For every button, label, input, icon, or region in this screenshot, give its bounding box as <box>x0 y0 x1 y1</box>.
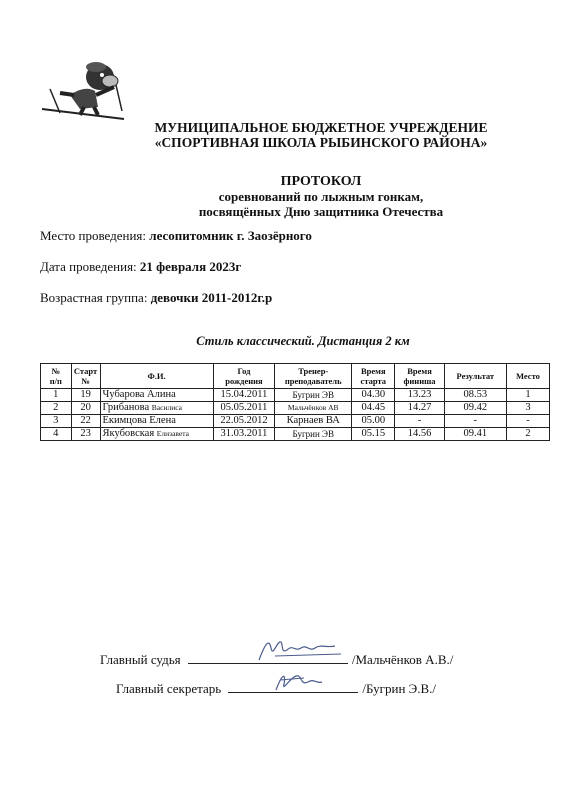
table-header-row <box>41 364 550 389</box>
cell-finish-time: 14.56 <box>395 428 444 441</box>
title-line-3: посвящённых Дню защитника Отечества <box>198 204 444 219</box>
col-finish-time-header: Время финиша <box>395 364 444 389</box>
cell-name: Чубарова Алина <box>100 389 213 402</box>
protocol-heading: ПРОТОКОЛ <box>280 174 362 189</box>
cell-num: 4 <box>41 428 72 441</box>
cell-num: 2 <box>41 402 72 415</box>
table-row <box>41 402 550 415</box>
chief-judge-label: Главный судья <box>100 652 181 667</box>
cell-dob: 31.03.2011 <box>213 428 275 441</box>
col-start-time-header: Время старта <box>352 364 395 389</box>
date-value: 21 февраля 2023г <box>139 259 242 274</box>
col-year-header: Год рождения <box>213 364 275 389</box>
cell-dob: 05.05.2011 <box>213 402 275 415</box>
col-name-header: Ф.И. <box>100 364 213 389</box>
cell-start-time: 05.15 <box>352 428 395 441</box>
col-start-header: Старт № <box>71 364 100 389</box>
skier-logo-icon <box>40 55 130 123</box>
chief-judge-signature-icon <box>255 634 345 666</box>
cell-start: 20 <box>71 402 100 415</box>
date-label: Дата проведения: <box>40 259 140 274</box>
cell-start-time: 05.00 <box>352 415 395 428</box>
venue-label: Место проведения: <box>40 228 150 243</box>
age-group-value: девочки 2011-2012г.р <box>150 290 273 305</box>
cell-dob: 15.04.2011 <box>213 389 275 402</box>
cell-finish-time: - <box>395 415 444 428</box>
cell-coach: Мальчёнков АВ <box>275 402 352 415</box>
cell-coach: Бугрин ЭВ <box>275 389 352 402</box>
chief-secretary-name: /Бугрин Э.В./ <box>362 681 437 696</box>
results-table <box>40 363 550 441</box>
col-result-header: Результат <box>444 364 506 389</box>
cell-place: 1 <box>506 389 549 402</box>
cell-coach: Бугрин ЭВ <box>275 428 352 441</box>
cell-name: Грибанова Василиса <box>100 402 213 415</box>
venue-value: лесопитомник г. Заозёрного <box>149 228 312 243</box>
table-row <box>41 415 550 428</box>
date-field <box>40 259 241 275</box>
table-row <box>41 428 550 441</box>
cell-place: 3 <box>506 402 549 415</box>
cell-dob: 22.05.2012 <box>213 415 275 428</box>
cell-finish-time: 14.27 <box>395 402 444 415</box>
cell-start: 19 <box>71 389 100 402</box>
cell-result: 09.42 <box>444 402 506 415</box>
title-line-2: соревнований по лыжным гонкам, <box>218 189 424 204</box>
cell-name: Якубовская Елизавета <box>100 428 213 441</box>
cell-num: 1 <box>41 389 72 402</box>
age-group-field <box>40 290 272 306</box>
cell-place: 2 <box>506 428 549 441</box>
organization-header <box>0 120 582 150</box>
table-row <box>41 389 550 402</box>
cell-result: 08.53 <box>444 389 506 402</box>
cell-result: - <box>444 415 506 428</box>
age-group-label: Возрастная группа: <box>40 290 151 305</box>
cell-coach: Карнаев ВА <box>275 415 352 428</box>
cell-start-time: 04.30 <box>352 389 395 402</box>
col-place-header: Место <box>506 364 549 389</box>
cell-start-time: 04.45 <box>352 402 395 415</box>
cell-result: 09.41 <box>444 428 506 441</box>
cell-start: 23 <box>71 428 100 441</box>
org-line-2: «СПОРТИВНАЯ ШКОЛА РЫБИНСКОГО РАЙОНА» <box>154 135 488 150</box>
org-line-1: МУНИЦИПАЛЬНОЕ БЮДЖЕТНОЕ УЧРЕЖДЕНИЕ <box>154 120 488 135</box>
chief-secretary-signature-icon <box>270 668 330 696</box>
cell-num: 3 <box>41 415 72 428</box>
chief-secretary-label: Главный секретарь <box>116 681 222 696</box>
col-num-header: № п/п <box>41 364 72 389</box>
race-style-heading: Стиль классический. Дистанция 2 км <box>196 334 410 348</box>
document-title <box>0 174 582 219</box>
cell-place: - <box>506 415 549 428</box>
cell-finish-time: 13.23 <box>395 389 444 402</box>
chief-judge-name: /Мальчёнков А.В./ <box>351 652 454 667</box>
cell-name: Екимцова Елена <box>100 415 213 428</box>
cell-start: 22 <box>71 415 100 428</box>
col-coach-header: Тренер- преподаватель <box>275 364 352 389</box>
venue-field <box>40 228 312 244</box>
